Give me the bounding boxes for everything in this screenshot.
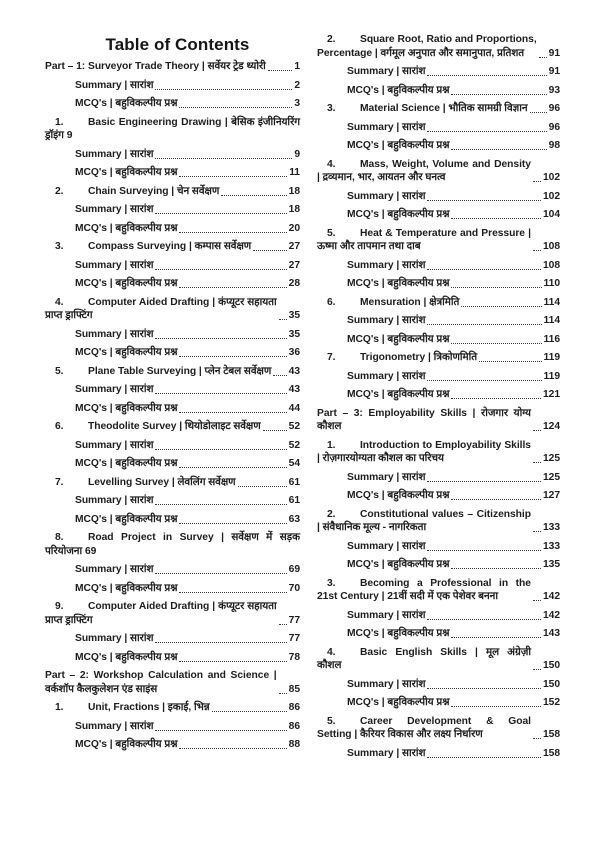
page-number: 1	[294, 61, 300, 72]
toc-entry-sub	[317, 696, 560, 710]
dot-leader	[179, 748, 286, 749]
dot-leader	[155, 338, 286, 339]
dot-leader	[533, 430, 541, 431]
page-number: 63	[288, 513, 300, 525]
dot-leader	[427, 200, 541, 201]
dot-leader	[451, 149, 546, 150]
page-number: 158	[542, 747, 560, 759]
chapter-number: 4.	[327, 646, 336, 658]
dot-leader	[221, 195, 286, 196]
dot-leader	[451, 637, 541, 638]
toc-entry-text: Summary | सारांश	[75, 204, 154, 215]
page-number: 125	[542, 471, 560, 483]
toc-entry-sub	[45, 222, 300, 236]
page-number: 2	[294, 79, 300, 91]
chapter-number: 4.	[55, 296, 64, 308]
toc-entry-chapter	[45, 365, 300, 379]
page-number: 36	[288, 347, 300, 358]
toc-entry-part	[45, 60, 300, 74]
dot-leader	[451, 568, 541, 569]
page-number: 119	[543, 352, 560, 363]
toc-entry-text: Summary | सारांश	[347, 259, 426, 271]
page-number: 143	[542, 628, 560, 639]
page-number: 114	[543, 296, 560, 308]
dot-leader	[263, 430, 287, 431]
page-number: 88	[288, 739, 300, 750]
toc-entry-text: 5. Plane Table Surveying | प्लेन टेबल सर्वेक्षण	[55, 365, 272, 377]
dot-leader	[179, 661, 286, 662]
toc-entry-text: MCQ's | बहुविकल्पीय प्रश्न	[347, 278, 450, 289]
chapter-number: 9.	[55, 601, 64, 612]
chapter-number: 8.	[55, 532, 64, 543]
dot-leader	[533, 669, 541, 670]
page-number: 142	[542, 609, 560, 621]
toc-entry-chapter	[317, 227, 560, 254]
toc-entry-text: MCQ's | बहुविकल्पीय प्रश्न	[347, 209, 450, 220]
dot-leader	[238, 486, 287, 487]
dot-leader	[179, 356, 286, 357]
toc-entry-text: 1. Unit, Fractions | इकाई, भिन्न	[55, 702, 210, 713]
toc-entry-sub	[317, 489, 560, 503]
dot-leader	[279, 319, 287, 320]
page-number: 102	[542, 190, 560, 202]
toc-column-left	[45, 35, 300, 757]
toc-entry-part	[45, 669, 300, 696]
page-title: Table of Contents	[105, 35, 250, 54]
toc-entry-chapter	[45, 701, 300, 715]
dot-leader	[427, 131, 546, 132]
toc-entry-sub	[45, 277, 300, 291]
toc-entry-chapter	[317, 508, 560, 535]
toc-entry-text: MCQ's | बहुविकल्पीय प्रश्न	[347, 559, 450, 570]
toc-entry-text: Summary | सारांश	[75, 564, 154, 575]
page-number: 102	[542, 172, 560, 183]
toc-entry-sub	[317, 471, 560, 485]
dot-leader	[155, 504, 286, 505]
dot-leader	[427, 380, 541, 381]
chapter-number: 1.	[55, 702, 64, 713]
page-number: 108	[542, 241, 560, 252]
toc-entry-text: Summary | सारांश	[347, 370, 426, 382]
toc-entry-text: Summary | सारांश	[347, 678, 426, 690]
chapter-number: 7.	[55, 476, 64, 488]
toc-entry-text: 7. Trigonometry | त्रिकोणमिति	[327, 352, 478, 363]
toc-entry-text: Summary | सारांश	[75, 259, 154, 271]
chapter-number: 1.	[327, 439, 336, 451]
chapter-number: 3.	[327, 577, 336, 589]
toc-entry-text: Summary | सारांश	[75, 148, 154, 160]
dot-leader	[530, 112, 547, 113]
dot-leader	[427, 75, 546, 76]
page-number: 9	[294, 148, 300, 160]
toc-entry-text: 6. Theodolite Survey | थियोडोलाइट सर्वेक्षण	[55, 421, 261, 432]
toc-entry-sub	[317, 84, 560, 98]
page-number: 86	[288, 720, 300, 732]
page-number: 3	[294, 98, 300, 109]
page-number: 35	[288, 328, 300, 340]
chapter-number: 5.	[327, 227, 336, 239]
toc-entry-chapter	[317, 158, 560, 185]
toc-entry-text: MCQ's | बहुविकल्पीय प्रश्न	[75, 458, 178, 469]
toc-entry-text: 2. Chain Surveying | चेन सर्वेक्षण	[55, 185, 220, 197]
toc-entry-text: 6. Mensuration | क्षेत्रमिति	[327, 296, 460, 308]
toc-entry-sub	[317, 627, 560, 641]
dot-leader	[155, 642, 286, 643]
page-number: 110	[543, 278, 560, 289]
page-number: 93	[548, 84, 560, 96]
toc-entry-text: Summary | सारांश	[75, 439, 154, 451]
toc-entry-text: Summary | सारांश	[347, 609, 426, 621]
page-number: 125	[542, 453, 560, 464]
toc-entry-chapter	[45, 420, 300, 434]
dot-leader	[155, 213, 286, 214]
dot-leader	[155, 158, 292, 159]
page-number: 98	[548, 140, 560, 151]
toc-entry-text: MCQ's | बहुविकल्पीय प्रश्न	[347, 333, 450, 345]
toc-entry-text: 9. Computer Aided Drafting | कंप्यूटर सहायता प्राप्त ड्राफ्टिंग	[45, 601, 277, 626]
toc-entry-chapter	[317, 102, 560, 116]
toc-entry-text: 2. Square Root, Ratio and Proportions, Percentage | वर्गमूल अनुपात और समानुपात, प्रतिशत	[317, 34, 537, 59]
page-number: 91	[548, 66, 560, 77]
toc-entries-left	[45, 60, 300, 752]
dot-leader	[427, 269, 541, 270]
dot-leader	[533, 181, 541, 182]
toc-entry-sub	[45, 148, 300, 162]
toc-entry-sub	[317, 678, 560, 692]
page-number: 108	[542, 259, 560, 271]
dot-leader	[451, 343, 541, 344]
page-number: 124	[542, 421, 560, 432]
toc-entry-text: 7. Levelling Survey | लेवलिंग सर्वेक्षण	[55, 476, 236, 488]
page-number: 52	[288, 439, 300, 451]
toc-entry-sub	[317, 370, 560, 384]
toc-entry-sub	[317, 277, 560, 291]
toc-entry-text: MCQ's | बहुविकल्पीय प्रश्न	[347, 490, 450, 501]
toc-entry-text: 5. Career Development & Goal Setting | कैरियर विकास और लक्ष्य निर्धारण	[317, 715, 531, 740]
toc-entry-text: 2. Constitutional values – Citizenship | संवैधानिक मूल्य - नागरिकता	[317, 508, 531, 533]
page-number: 77	[288, 614, 300, 626]
page-number: 96	[548, 121, 560, 133]
page-number: 44	[288, 402, 300, 414]
page-number: 91	[548, 47, 560, 59]
toc-entry-sub	[317, 208, 560, 222]
dot-leader	[461, 306, 541, 307]
page-number: 152	[542, 697, 560, 708]
toc-entry-text: 5. Heat & Temperature and Pressure | ऊष्मा और तापमान तथा दाब	[317, 227, 531, 252]
toc-entry-sub	[45, 651, 300, 665]
page-number: 54	[288, 458, 300, 469]
toc-entry-text: Summary | सारांश	[347, 471, 426, 483]
toc-entry-text: 3. Material Science | भौतिक सामग्री विज्ञान	[327, 103, 528, 114]
page-number: 27	[288, 259, 300, 271]
toc-entry-text: 8. Road Project in Survey | सर्वेक्षण में सड़क परियोजना 69	[45, 532, 300, 557]
dot-leader	[155, 393, 286, 394]
toc-entry-sub	[317, 259, 560, 273]
toc-entry-sub	[45, 439, 300, 453]
page-number: 142	[542, 591, 560, 602]
toc-entry-text: MCQ's | बहुविकल्पीय प्रश्न	[75, 278, 178, 289]
page-number: 135	[542, 559, 560, 570]
chapter-number: 7.	[327, 352, 336, 363]
toc-entry-sub	[45, 79, 300, 93]
toc-entry-sub	[45, 513, 300, 527]
toc-entry-sub	[317, 747, 560, 761]
chapter-number: 4.	[327, 158, 336, 170]
dot-leader	[155, 730, 286, 731]
toc-entry-text: MCQ's | बहुविकल्पीय प्रश्न	[347, 84, 450, 96]
toc-entry-text: Summary | सारांश	[75, 633, 154, 644]
page-number: 150	[542, 660, 560, 671]
toc-entry-chapter	[317, 439, 560, 466]
toc-entry-text: MCQ's | बहुविकल्पीय प्रश्न	[347, 628, 450, 639]
toc-entry-part	[317, 407, 560, 434]
toc-entry-sub	[317, 333, 560, 347]
toc-entry-sub	[45, 328, 300, 342]
toc-entry-sub	[45, 457, 300, 471]
page-number: 119	[543, 370, 560, 382]
dot-leader	[155, 269, 286, 270]
toc-entry-text: Summary | सारांश	[75, 79, 154, 91]
dot-leader	[155, 89, 292, 90]
toc-entry-chapter	[45, 296, 300, 323]
page-number: 43	[288, 384, 300, 395]
toc-entry-sub	[45, 720, 300, 734]
page-number: 158	[542, 729, 560, 740]
toc-entry-text: MCQ's | बहुविकल्पीय प्रश्न	[347, 140, 450, 151]
toc-entry-sub	[317, 190, 560, 204]
toc-entry-sub	[317, 609, 560, 623]
dot-leader	[427, 481, 541, 482]
dot-leader	[427, 619, 541, 620]
dot-leader	[179, 176, 287, 177]
toc-entry-sub	[45, 259, 300, 273]
toc-entry-sub	[317, 558, 560, 572]
dot-leader	[179, 592, 286, 593]
chapter-number: 6.	[55, 421, 64, 432]
dot-leader	[427, 550, 541, 551]
chapter-number: 2.	[55, 185, 64, 197]
dot-leader	[533, 531, 541, 532]
toc-entry-chapter	[317, 577, 560, 604]
chapter-number: 5.	[55, 365, 64, 377]
page-number: 20	[288, 222, 300, 234]
dot-leader	[539, 57, 547, 58]
toc-entry-text: MCQ's | बहुविकल्पीय प्रश्न	[75, 402, 178, 414]
page-number: 52	[288, 421, 300, 432]
page-number: 133	[542, 522, 560, 533]
chapter-number: 6.	[327, 296, 336, 308]
page-number: 28	[288, 278, 300, 289]
toc-entry-text: Summary | सारांश	[75, 495, 154, 506]
dot-leader	[279, 693, 287, 694]
toc-entry-chapter	[45, 185, 300, 199]
toc-entry-text: 4. Computer Aided Drafting | कंप्यूटर सहायता प्राप्त ड्राफ्टिंग	[45, 296, 277, 321]
toc-entry-text: MCQ's | बहुविकल्पीय प्रश्न	[75, 167, 178, 178]
dot-leader	[268, 70, 293, 71]
toc-entry-text: Summary | सारांश	[75, 328, 154, 340]
page-number: 35	[288, 310, 300, 321]
dot-leader	[427, 688, 541, 689]
toc-entry-sub	[317, 121, 560, 135]
dot-leader	[279, 624, 287, 625]
toc-entry-sub	[45, 97, 300, 111]
toc-entry-sub	[45, 563, 300, 577]
toc-entry-sub	[45, 632, 300, 646]
dot-leader	[451, 94, 546, 95]
toc-entry-text: MCQ's | बहुविकल्पीय प्रश्न	[75, 739, 178, 750]
dot-leader	[427, 757, 541, 758]
toc-entry-sub	[317, 65, 560, 79]
toc-entry-sub	[45, 738, 300, 752]
page-number: 70	[288, 582, 300, 594]
toc-entry-sub	[317, 314, 560, 328]
chapter-number: 2.	[327, 508, 336, 520]
toc-entry-sub	[45, 402, 300, 416]
toc-entry-text: 4. Mass, Weight, Volume and Density | द्रव्यमान, भार, आयतन और घनत्व	[317, 158, 531, 183]
toc-entry-sub	[317, 540, 560, 554]
dot-leader	[179, 467, 286, 468]
dot-leader	[451, 398, 541, 399]
page-number: 121	[542, 389, 560, 400]
page-number: 78	[288, 651, 300, 663]
toc-entry-chapter	[45, 240, 300, 254]
toc-entry-sub	[45, 494, 300, 508]
toc-entry-text: MCQ's | बहुविकल्पीय प्रश्न	[347, 389, 450, 400]
toc-entry-text: Summary | सारांश	[347, 121, 426, 133]
toc-entry-sub	[45, 166, 300, 180]
toc-entry-chapter	[317, 351, 560, 365]
toc-entry-text: 1. Introduction to Employability Skills | रोज़गारयोग्यता कौशल का परिचय	[317, 439, 531, 464]
page-number: 116	[543, 333, 560, 345]
toc-entry-sub	[45, 346, 300, 360]
dot-leader	[179, 287, 286, 288]
toc-entry-text: Summary | सारांश	[75, 720, 154, 732]
dot-leader	[179, 523, 286, 524]
chapter-number: 3.	[327, 103, 336, 114]
dot-leader	[179, 412, 286, 413]
toc-entry-chapter	[317, 646, 560, 673]
dot-leader	[533, 738, 541, 739]
chapter-number: 5.	[327, 715, 336, 727]
toc-entry-sub	[317, 139, 560, 153]
toc-entry-chapter	[317, 715, 560, 742]
toc-entry-text: Summary | सारांश	[347, 747, 426, 759]
toc-entry-sub	[317, 388, 560, 402]
page-number: 18	[288, 204, 300, 215]
dot-leader	[533, 462, 541, 463]
toc-entries-right	[317, 33, 560, 760]
toc-entry-text: MCQ's | बहुविकल्पीय प्रश्न	[75, 513, 178, 525]
dot-leader	[533, 600, 541, 601]
toc-entry-text: 3. Becoming a Professional in the 21st Century | 21वीं सदी में एक पेशेवर बनना	[317, 577, 531, 602]
toc-entry-chapter	[45, 531, 300, 558]
dot-leader	[253, 250, 286, 251]
toc-entry-text: MCQ's | बहुविकल्पीय प्रश्न	[75, 582, 178, 594]
toc-entry-text: 4. Basic English Skills | मूल अंग्रेज़ी कौशल	[317, 646, 531, 671]
dot-leader	[273, 375, 286, 376]
toc-entry-text: Summary | सारांश	[347, 66, 426, 77]
toc-entry-chapter	[317, 296, 560, 310]
toc-entry-text: 3. Compass Surveying | कम्पास सर्वेक्षण	[55, 241, 252, 252]
toc-entry-text: Part – 1: Surveyor Trade Theory | सर्वेयर ट्रेड थ्योरी	[45, 61, 266, 72]
toc-entry-text: 1. Basic Engineering Drawing | बेसिक इंजीनियरिंग ड्रॉइंग 9	[45, 116, 300, 141]
toc-column-right	[317, 33, 560, 765]
dot-leader	[179, 107, 292, 108]
page-number: 114	[543, 315, 560, 326]
toc-entry-sub	[45, 203, 300, 217]
page-number: 150	[542, 678, 560, 690]
toc-entry-text: Part – 2: Workshop Calculation and Science | वर्कशॉप कैलकुलेशन एंड साइंस	[45, 670, 277, 695]
dot-leader	[533, 250, 541, 251]
dot-leader	[479, 361, 541, 362]
page-number: 18	[288, 185, 300, 197]
dot-leader	[451, 218, 541, 219]
page-number: 96	[548, 103, 560, 114]
toc-entry-sub	[45, 582, 300, 596]
toc-entry-chapter	[45, 600, 300, 627]
dot-leader	[212, 711, 287, 712]
toc-entry-chapter	[45, 116, 300, 143]
page-number: 27	[288, 241, 300, 252]
toc-entry-chapter	[45, 476, 300, 490]
dot-leader	[427, 324, 541, 325]
page-number: 85	[288, 683, 300, 695]
page-number: 133	[542, 540, 560, 552]
page-number: 86	[288, 702, 300, 713]
dot-leader	[155, 573, 286, 574]
page-number: 61	[288, 495, 300, 506]
dot-leader	[155, 449, 286, 450]
toc-entry-text: Summary | सारांश	[347, 315, 426, 326]
toc-entry-text: MCQ's | बहुविकल्पीय प्रश्न	[75, 222, 178, 234]
chapter-number: 1.	[55, 116, 64, 128]
toc-entry-chapter	[317, 33, 560, 60]
page-number: 61	[288, 476, 300, 488]
chapter-number: 3.	[55, 241, 64, 252]
toc-entry-text: Part – 3: Employability Skills | रोजगार योग्य कौशल	[317, 407, 531, 432]
page-number: 77	[288, 633, 300, 644]
dot-leader	[451, 706, 541, 707]
toc-entry-text: Summary | सारांश	[347, 540, 426, 552]
toc-entry-text: Summary | सारांश	[75, 384, 154, 395]
toc-entry-text: MCQ's | बहुविकल्पीय प्रश्न	[347, 697, 450, 708]
toc-entry-text: MCQ's | बहुविकल्पीय प्रश्न	[75, 347, 178, 358]
toc-entry-text: MCQ's | बहुविकल्पीय प्रश्न	[75, 98, 178, 109]
toc-entry-sub	[45, 383, 300, 397]
page-number: 43	[288, 365, 300, 377]
toc-entry-text: MCQ's | बहुविकल्पीय प्रश्न	[75, 651, 178, 663]
toc-entry-text: Summary | सारांश	[347, 190, 426, 202]
page-number: 69	[288, 564, 300, 575]
page-number: 127	[542, 490, 560, 501]
page-number: 11	[289, 167, 300, 178]
dot-leader	[179, 232, 286, 233]
dot-leader	[451, 287, 541, 288]
dot-leader	[451, 499, 541, 500]
chapter-number: 2.	[327, 34, 336, 45]
page-number: 104	[542, 209, 560, 220]
